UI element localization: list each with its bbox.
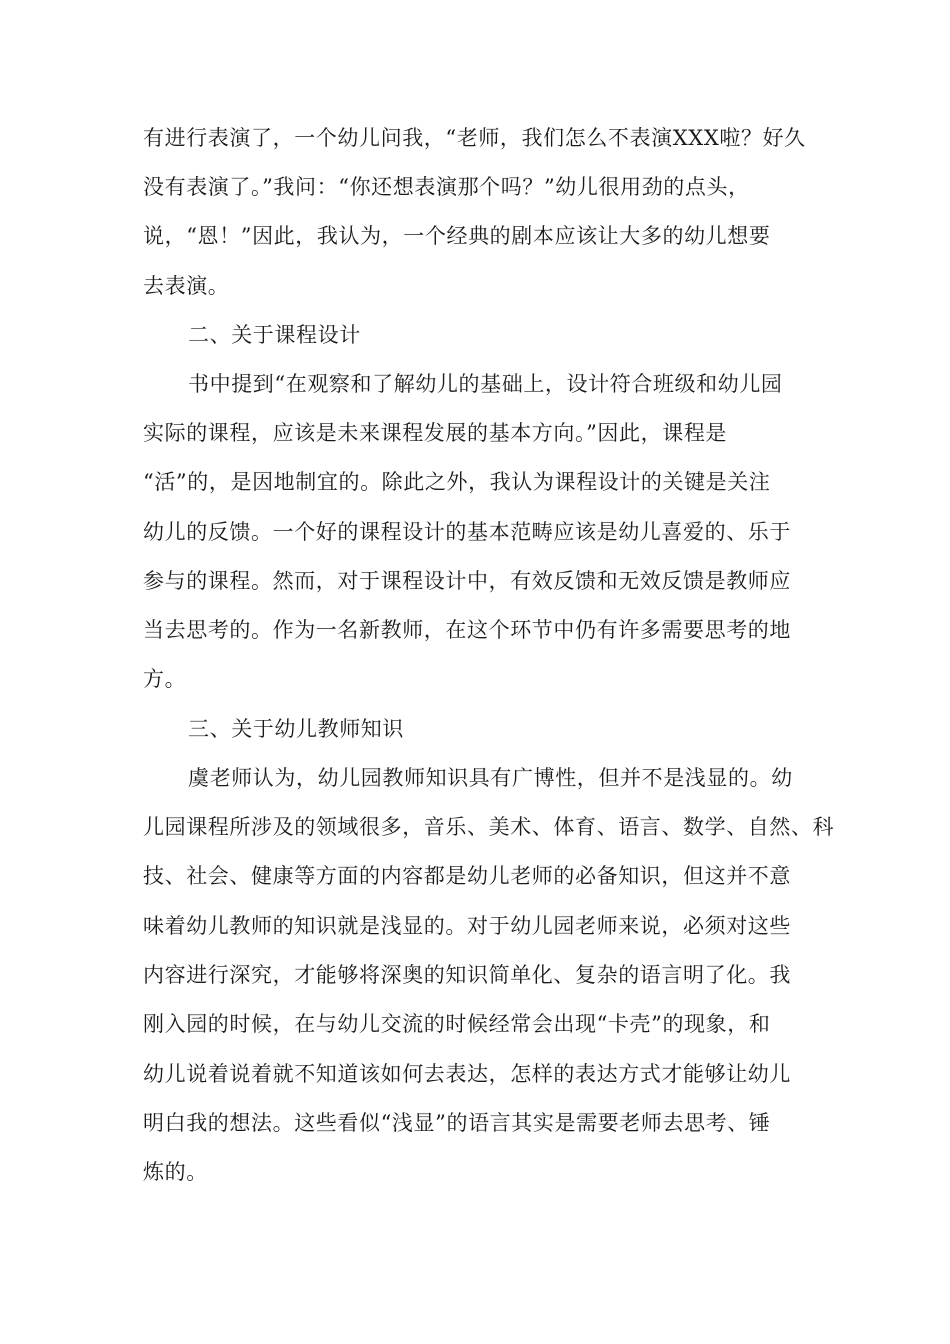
text-line: “活”的，是因地制宜的。除此之外，我认为课程设计的关键是关注: [143, 470, 771, 494]
text-line: 当去思考的。作为一名新教师，在这个环节中仍有许多需要思考的地: [143, 618, 791, 642]
text-line: 虞老师认为，幼儿园教师知识具有广博性，但并不是浅显的。幼: [188, 766, 793, 790]
text-line: 幼儿的反馈。一个好的课程设计的基本范畴应该是幼儿喜爱的、乐于: [143, 520, 791, 544]
section-heading-curriculum: 二、关于课程设计: [188, 323, 361, 347]
text-line: 明白我的想法。这些看似“浅显”的语言其实是需要老师去思考、锤: [143, 1111, 771, 1135]
text-line: 味着幼儿教师的知识就是浅显的。对于幼儿园老师来说，必须对这些: [143, 914, 791, 938]
section-heading-teacher-knowledge: 三、关于幼儿教师知识: [188, 717, 404, 741]
text-line: 有进行表演了，一个幼儿问我，“老师，我们怎么不表演XXX啦？好久: [143, 126, 806, 150]
text-line: 去表演。: [143, 274, 230, 298]
text-line: 炼的。: [143, 1160, 208, 1184]
text-line: 参与的课程。然而，对于课程设计中，有效反馈和无效反馈是教师应: [143, 569, 791, 593]
text-line: 刚入园的时候，在与幼儿交流的时候经常会出现“卡壳”的现象，和: [143, 1012, 771, 1036]
text-line: 书中提到“在观察和了解幼儿的基础上，设计符合班级和幼儿园: [188, 372, 783, 396]
text-line: 没有表演了。”我问：“你还想表演那个吗？”幼儿很用劲的点头，: [143, 175, 750, 199]
text-line: 说，“恩！”因此，我认为，一个经典的剧本应该让大多的幼儿想要: [143, 224, 771, 248]
text-line: 技、社会、健康等方面的内容都是幼儿老师的必备知识，但这并不意: [143, 864, 791, 888]
text-line: 内容进行深究，才能够将深奥的知识简单化、复杂的语言明了化。我: [143, 963, 791, 987]
text-line: 幼儿说着说着就不知道该如何去表达，怎样的表达方式才能够让幼儿: [143, 1062, 791, 1086]
text-line: 方。: [143, 667, 187, 691]
text-line: 实际的课程，应该是未来课程发展的基本方向。”因此，课程是: [143, 421, 728, 445]
text-line: 儿园课程所涉及的领域很多，音乐、美术、体育、语言、数学、自然、科: [143, 815, 835, 839]
